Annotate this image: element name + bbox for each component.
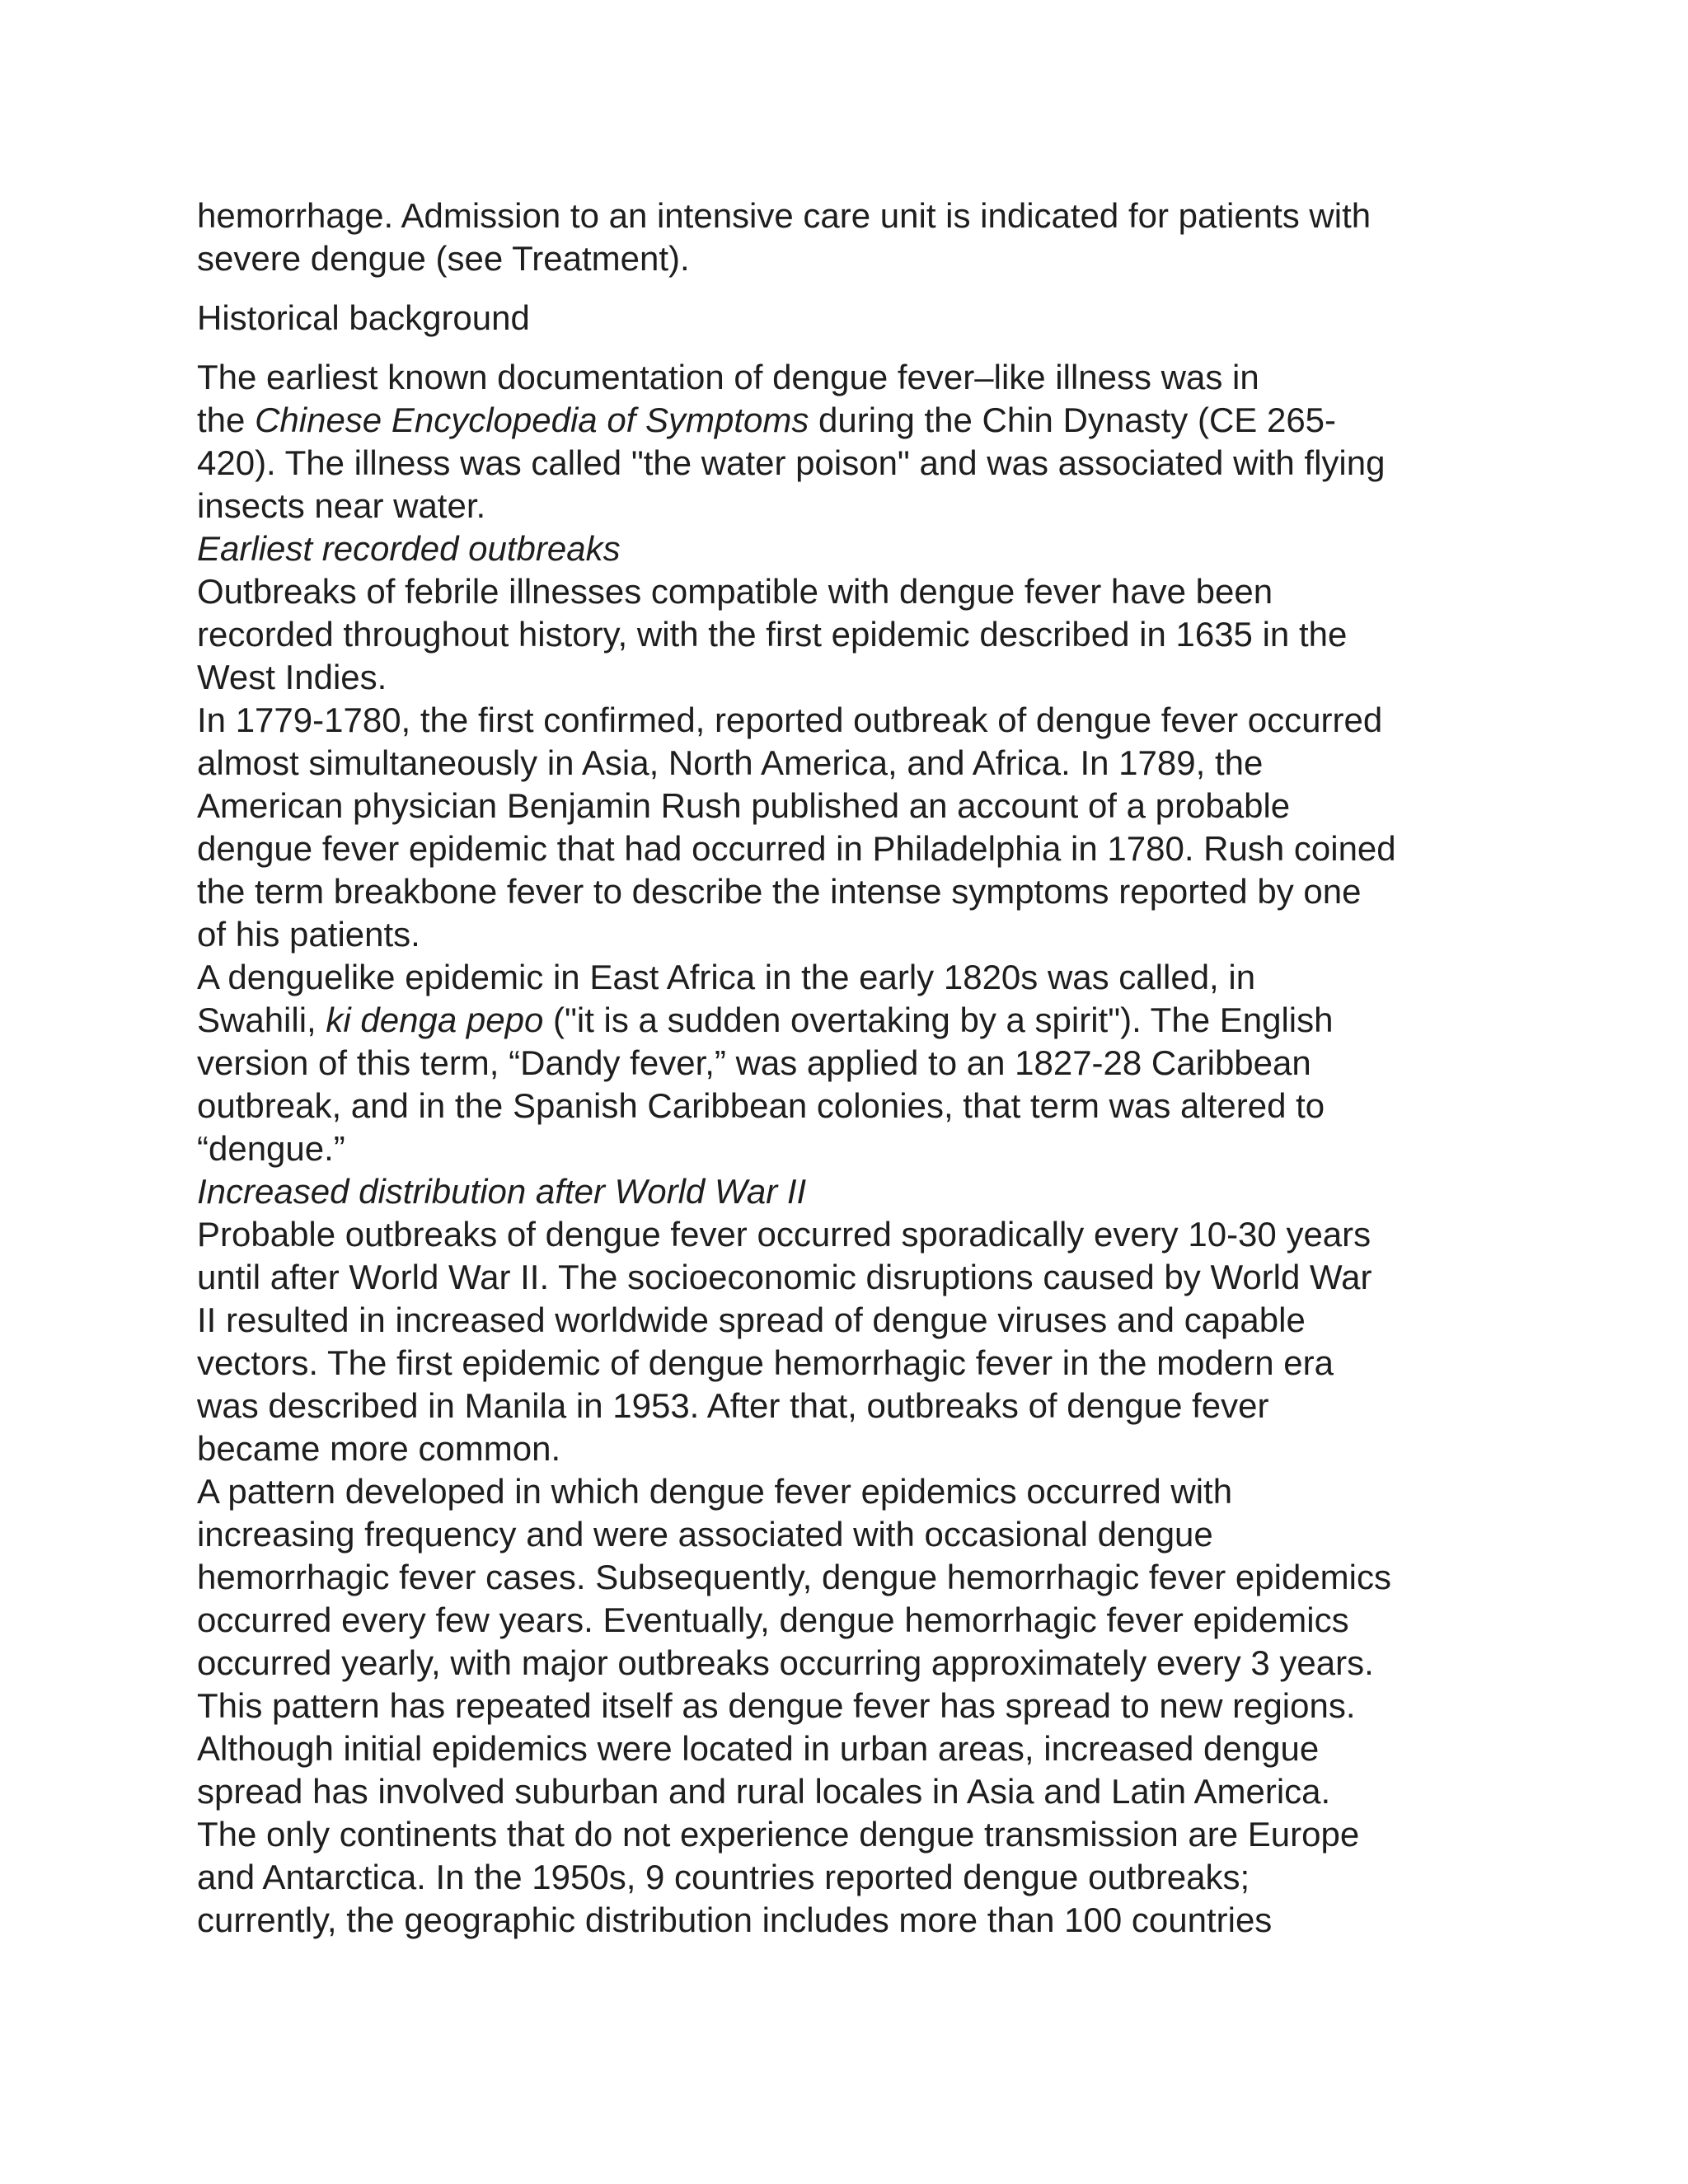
text-line: A denguelike epidemic in East Africa in the early 1820s was called, in: [197, 958, 1256, 996]
text-line: 420). The illness was called "the water poison" and was associated with flying: [197, 443, 1386, 482]
paragraph-epidemic-pattern: [197, 1470, 1516, 1942]
text-line: Outbreaks of febrile illnesses compatible with dengue fever have been: [197, 572, 1273, 611]
text-line: and Antarctica. In the 1950s, 9 countries reported dengue outbreaks;: [197, 1858, 1250, 1896]
text-line: until after World War II. The socioeconomic disruptions caused by World War: [197, 1258, 1372, 1296]
text-line: dengue fever epidemic that had occurred in Philadelphia in 1780. Rush coined: [197, 829, 1396, 868]
text-line: II resulted in increased worldwide spread of dengue viruses and capable: [197, 1301, 1306, 1339]
section-heading: [197, 297, 1516, 340]
text-line: insects near water.: [197, 486, 486, 525]
text-line: became more common.: [197, 1429, 561, 1468]
intro-paragraph: [197, 194, 1516, 280]
paragraph-febrile-outbreaks: [197, 570, 1516, 699]
text-line: was described in Manila in 1953. After that, outbreaks of dengue fever: [197, 1386, 1269, 1425]
text-line: Probable outbreaks of dengue fever occurred sporadically every 10-30 years: [197, 1215, 1372, 1254]
text-line: almost simultaneously in Asia, North America, and Africa. In 1789, the: [197, 743, 1264, 782]
text-line: version of this term, “Dandy fever,” was applied to an 1827-28 Caribbean: [197, 1043, 1311, 1082]
text-line: outbreak, and in the Spanish Caribbean colonies, that term was altered to: [197, 1086, 1325, 1125]
text-line: hemorrhagic fever cases. Subsequently, dengue hemorrhagic fever epidemics: [197, 1558, 1391, 1596]
text-line: spread has involved suburban and rural locales in Asia and Latin America.: [197, 1772, 1331, 1811]
subheading-earliest-outbreaks: Earliest recorded outbreaks: [197, 529, 621, 568]
document-body: [197, 194, 1516, 1942]
subheading-world-war-ii: Increased distribution after World War II: [197, 1172, 807, 1211]
italic-swahili-term: ki denga pepo: [326, 1001, 544, 1039]
text-line: The earliest known documentation of dengue fever–like illness was in: [197, 358, 1259, 396]
text-line: “dengue.”: [197, 1129, 345, 1168]
text-line-mixed: [197, 999, 1516, 1042]
text-line: Although initial epidemics were located in urban areas, increased dengue: [197, 1729, 1320, 1768]
heading-text: Historical background: [197, 298, 530, 337]
text-line: currently, the geographic distribution includes more than 100 countries: [197, 1900, 1273, 1939]
text-line: The only continents that do not experience dengue transmission are Europe: [197, 1815, 1360, 1854]
text-line: vectors. The first epidemic of dengue hemorrhagic fever in the modern era: [197, 1343, 1334, 1382]
text-line: In 1779-1780, the first confirmed, reported outbreak of dengue fever occurred: [197, 701, 1383, 739]
text-segment: Swahili,: [197, 1001, 326, 1039]
text-line: increasing frequency and were associated with occasional dengue: [197, 1515, 1213, 1554]
text-line: This pattern has repeated itself as dengue fever has spread to new regions.: [197, 1686, 1356, 1725]
paragraph-east-africa: [197, 956, 1516, 1170]
paragraph-post-war-outbreaks: [197, 1213, 1516, 1470]
paragraph-earliest-documentation: [197, 356, 1516, 527]
paragraph-1779-outbreak: [197, 699, 1516, 956]
text-line: American physician Benjamin Rush published an account of a probable: [197, 786, 1291, 825]
text-line: occurred yearly, with major outbreaks occurring approximately every 3 years.: [197, 1643, 1374, 1682]
text-segment: ("it is a sudden overtaking by a spirit"). The English: [543, 1001, 1334, 1039]
text-line: occurred every few years. Eventually, dengue hemorrhagic fever epidemics: [197, 1601, 1349, 1639]
text-line: severe dengue (see Treatment).: [197, 239, 690, 278]
text-line-mixed: [197, 399, 1516, 442]
text-line: West Indies.: [197, 658, 387, 696]
text-segment: the: [197, 401, 256, 439]
text-line: the term breakbone fever to describe the intense symptoms reported by one: [197, 872, 1362, 911]
text-line: A pattern developed in which dengue fever epidemics occurred with: [197, 1472, 1233, 1511]
text-line: hemorrhage. Admission to an intensive care unit is indicated for patients with: [197, 196, 1372, 235]
text-line: recorded throughout history, with the first epidemic described in 1635 in the: [197, 615, 1348, 654]
text-line: of his patients.: [197, 915, 420, 954]
italic-book-title: Chinese Encyclopedia of Symptoms: [255, 401, 809, 439]
text-segment: during the Chin Dynasty (CE 265-: [809, 401, 1337, 439]
